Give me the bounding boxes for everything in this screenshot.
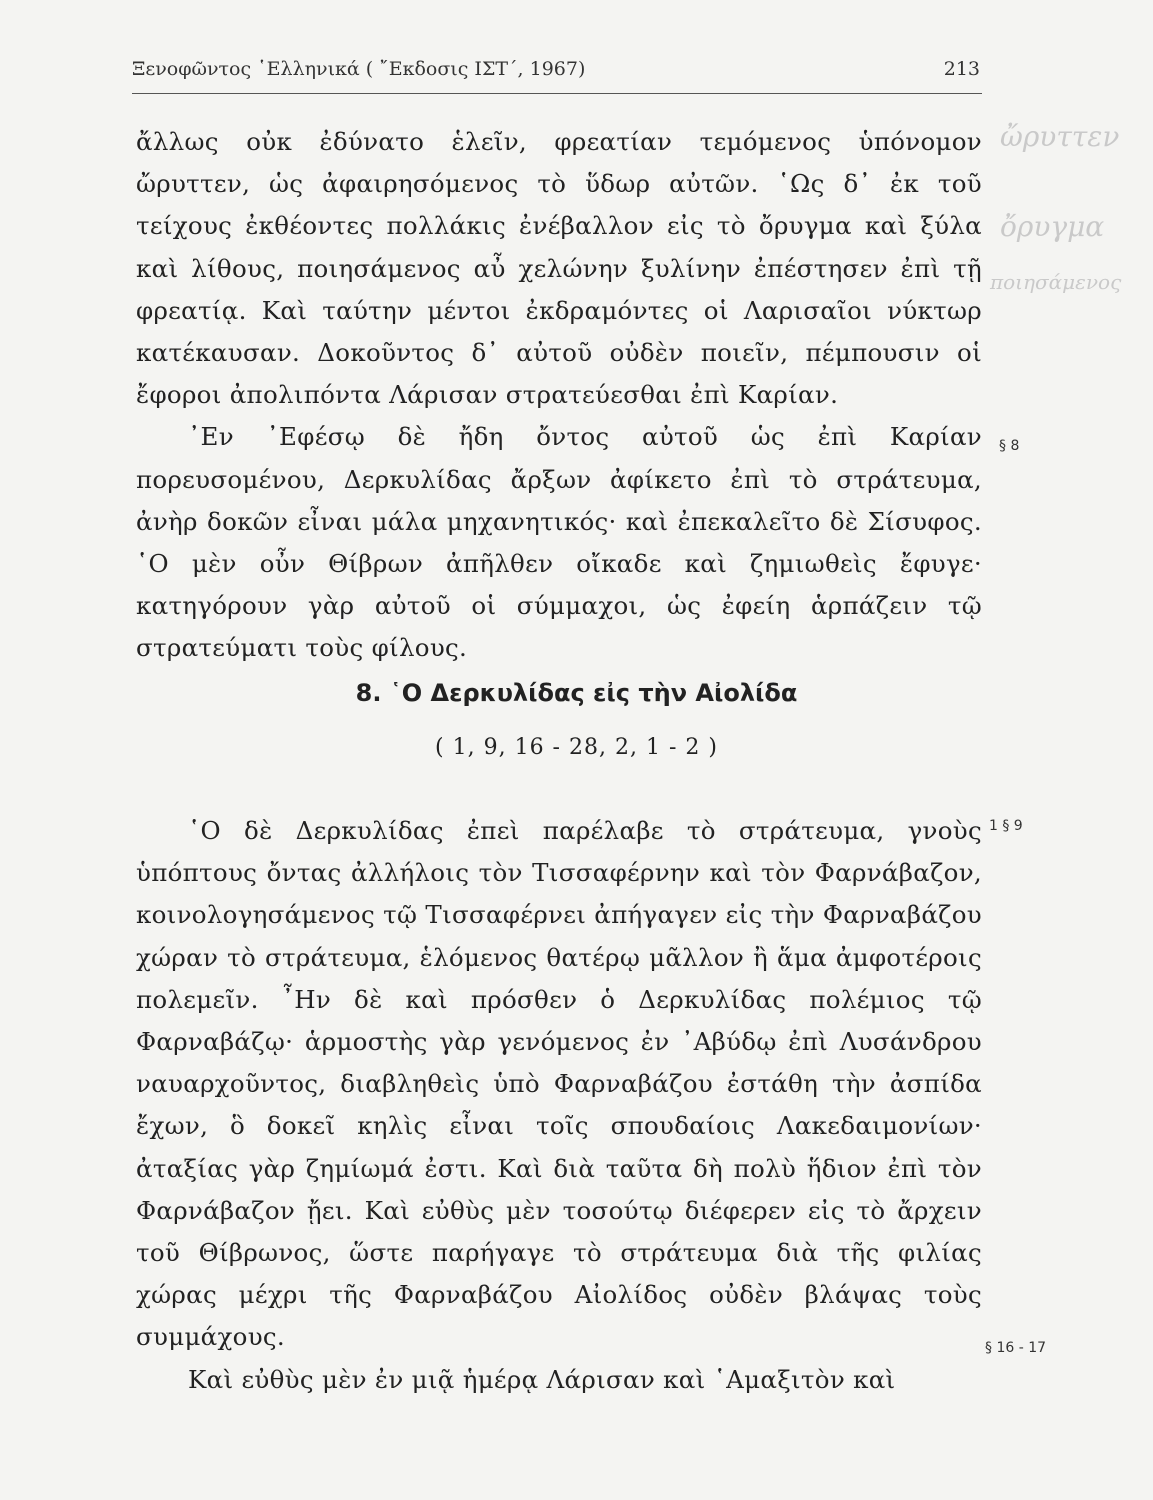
handwritten-annotation: ὄρυγμα: [1000, 210, 1105, 243]
paragraph: ἄλλως οὐκ ἐδύνατο ἑλεῖν, φρεατίαν τεμόμενος ὑπόνομον ὤρυττεν, ὡς ἀφαιρησόμενος τὸ ὕδωρ αὐτῶν. ῾Ως δ᾽ ἐκ τοῦ τείχους ἐκθέοντες πολλάκις ἐνέβαλλον εἰς τὸ ὄρυγμα καὶ ξύλα καὶ λίθους, ποιησάμενος αὖ χελώνην ξυλίνην ἐπέστησεν ἐπὶ τῇ φρεατίᾳ. Καὶ ταύτην μέντοι ἐκδραμόντες οἱ Λαρισαῖοι νύκτωρ κατέκαυσαν. Δοκοῦντος δ᾽ αὐτοῦ οὐδὲν ποιεῖν, πέμπουσιν οἱ ἔφοροι ἀπολιπόντα Λάρισαν στρατεύεσθαι ἐπὶ Καρίαν.: [136, 127, 982, 410]
margin-section-note: § 8: [999, 438, 1020, 454]
paragraph: ᾽Εν ᾽Εφέσῳ δὲ ἤδη ὄντος αὐτοῦ ὡς ἐπὶ Καρίαν πορευσομένου, Δερκυλίδας ἄρξων ἀφίκετο ἐπὶ τὸ στράτευμα, ἀνὴρ δοκῶν εἶναι μάλα μηχανητικός· καὶ ἐπεκαλεῖτο δὲ Σίσυφος. ῾Ο μὲν οὖν Θίβρων ἀπῆλθεν οἴκαδε καὶ ζημιωθεὶς ἔφυγε· κατηγόρουν γὰρ αὐτοῦ οἱ σύμμαχοι, ὡς ἐφείη ἁρπάζειν τῷ στρατεύματι τοὺς φίλους.: [136, 422, 982, 663]
page-number: 213: [943, 58, 980, 80]
handwritten-annotation: ὤρυττεν: [1000, 120, 1120, 153]
running-title: Ξενοφῶντος ῾Ελληνικά ( ῎Εκδοσις ΙΣΤ΄, 1967): [132, 58, 586, 80]
passage-2: [136, 810, 982, 1401]
section-reference: ( 1, 9, 16 - 28, 2, 1 - 2 ): [435, 735, 718, 760]
paragraph: Καὶ εὐθὺς μὲν ἐν μιᾷ ἡμέρᾳ Λάρισαν καὶ ῾Αμαξιτὸν καὶ: [188, 1364, 896, 1394]
handwritten-annotation: ποιησάμενος: [990, 270, 1122, 294]
margin-section-note: § 16 - 17: [985, 1340, 1047, 1356]
page-header: [132, 58, 980, 80]
section-heading: 8. ῾Ο Δερκυλίδας εἰς τὴν Αἰολίδα: [355, 679, 798, 707]
header-rule: [132, 93, 982, 94]
paragraph: ῾Ο δὲ Δερκυλίδας ἐπεὶ παρέλαβε τὸ στράτευμα, γνοὺς ὑπόπτους ὄντας ἀλλήλοις τὸν Τισσαφέρνην καὶ τὸν Φαρνάβαζον, κοινολογησάμενος τῷ Τισσαφέρνει ἀπήγαγεν εἰς τὴν Φαρναβάζου χώραν τὸ στράτευμα, ἑλόμενος θατέρῳ μᾶλλον ἢ ἅμα ἀμφοτέροις πολεμεῖν. ῏Ην δὲ καὶ πρόσθεν ὁ Δερκυλίδας πολέμιος τῷ Φαρναβάζῳ· ἁρμοστὴς γὰρ γενόμενος ἐν ᾽Αβύδῳ ἐπὶ Λυσάνδρου ναυαρχοῦντος, διαβληθεὶς ὑπὸ Φαρναβάζου ἐστάθη τὴν ἀσπίδα ἔχων, ὃ δοκεῖ κηλὶς εἶναι τοῖς σπουδαίοις Λακεδαιμονίων· ἀταξίας γὰρ ζημίωμά ἐστι. Καὶ διὰ ταῦτα δὴ πολὺ ἥδιον ἐπὶ τὸν Φαρνάβαζον ᾔει. Καὶ εὐθὺς μὲν τοσούτῳ διέφερεν εἰς τὸ ἄρχειν τοῦ Θίβρωνος, ὥστε παρήγαγε τὸ στράτευμα διὰ τῆς φιλίας χώρας μέχρι τῆς Φαρναβάζου Αἰολίδος οὐδὲν βλάψας τοὺς συμμάχους.: [136, 816, 982, 1352]
margin-section-note: 1 § 9: [989, 818, 1023, 834]
passage-1: [136, 121, 982, 670]
